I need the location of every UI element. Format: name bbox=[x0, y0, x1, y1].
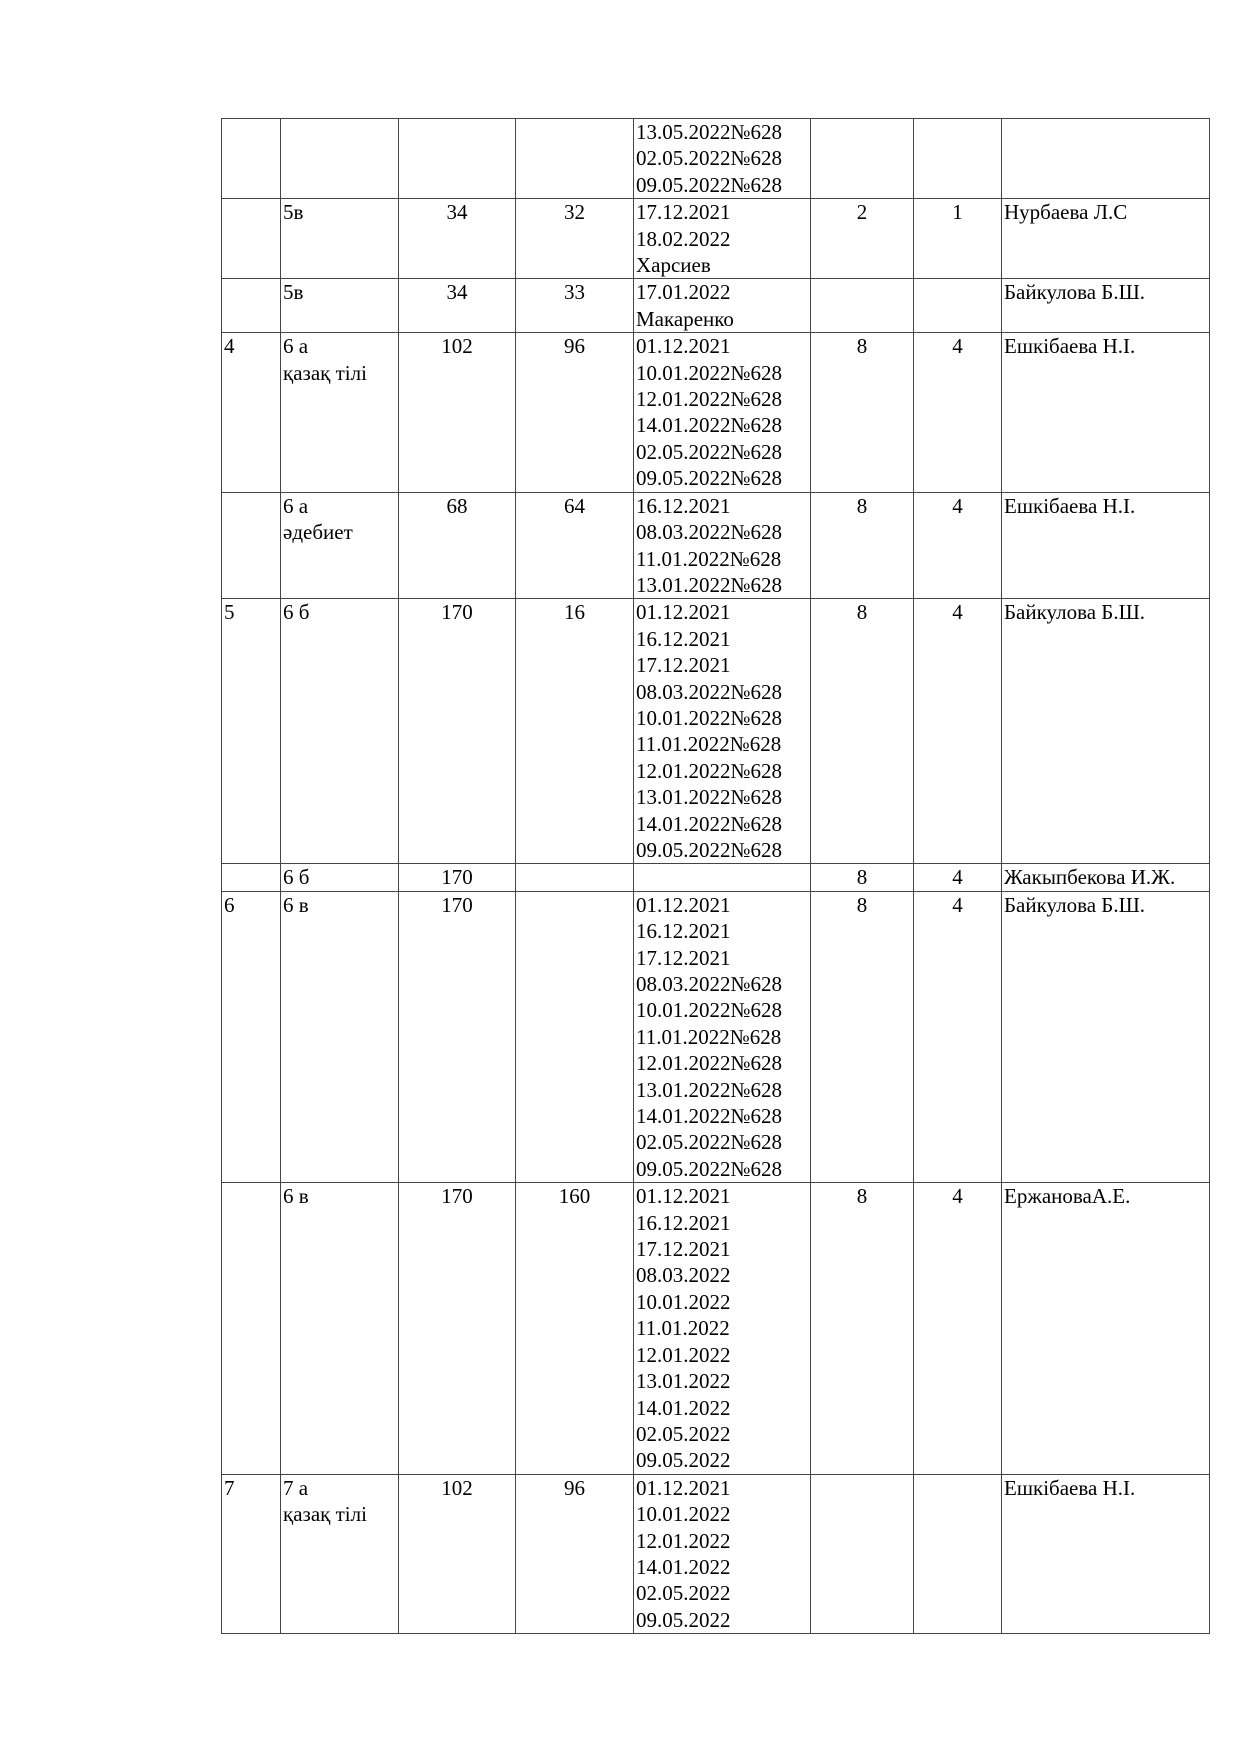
date-line: 01.12.2021 bbox=[636, 600, 731, 625]
date-line: 11.01.2022№628 bbox=[636, 732, 782, 757]
table-row bbox=[222, 1183, 1210, 1474]
date-line: 14.01.2022 bbox=[636, 1395, 731, 1420]
hours-cell: 102 bbox=[399, 1474, 516, 1633]
count-b-cell bbox=[914, 119, 1002, 199]
table-row bbox=[222, 199, 1210, 279]
class-line: 6 в bbox=[283, 892, 309, 917]
count-b-cell bbox=[914, 279, 1002, 333]
class-line: 7 а bbox=[283, 1475, 309, 1500]
given-cell: 160 bbox=[516, 1183, 634, 1474]
teacher-cell: Байкулова Б.Ш. bbox=[1002, 599, 1210, 864]
dates-cell bbox=[634, 1474, 811, 1633]
date-line: 14.01.2022№628 bbox=[636, 1104, 783, 1129]
date-line: 09.05.2022 bbox=[636, 1448, 731, 1473]
count-b-cell: 4 bbox=[914, 1183, 1002, 1474]
hours-cell: 170 bbox=[399, 599, 516, 864]
teacher-cell: Ешкібаева Н.І. bbox=[1002, 1474, 1210, 1633]
date-line: 09.05.2022№628 bbox=[636, 172, 783, 197]
table-row bbox=[222, 492, 1210, 599]
class-line: 6 а bbox=[283, 334, 309, 359]
date-line: 10.01.2022№628 bbox=[636, 360, 783, 385]
count-a-cell bbox=[811, 119, 914, 199]
date-line: 13.01.2022№628 bbox=[636, 572, 783, 597]
hours-cell: 170 bbox=[399, 1183, 516, 1474]
class-cell bbox=[281, 492, 399, 599]
date-line: 09.05.2022 bbox=[636, 1607, 731, 1632]
count-a-cell: 8 bbox=[811, 492, 914, 599]
count-a-cell bbox=[811, 279, 914, 333]
dates-cell bbox=[634, 333, 811, 492]
teacher-cell: Ешкібаева Н.І. bbox=[1002, 333, 1210, 492]
class-line: қазақ тілі bbox=[283, 1502, 367, 1527]
table-row bbox=[222, 864, 1210, 891]
row-number-cell: 4 bbox=[222, 333, 281, 492]
date-line: 08.03.2022№628 bbox=[636, 679, 783, 704]
given-cell: 96 bbox=[516, 1474, 634, 1633]
date-line: 10.01.2022 bbox=[636, 1289, 731, 1314]
row-number-cell: 6 bbox=[222, 891, 281, 1182]
row-number-cell: 7 bbox=[222, 1474, 281, 1633]
count-b-cell: 4 bbox=[914, 599, 1002, 864]
class-cell bbox=[281, 1474, 399, 1633]
hours-cell: 102 bbox=[399, 333, 516, 492]
date-line: 17.12.2021 bbox=[636, 945, 731, 970]
class-cell bbox=[281, 864, 399, 891]
count-a-cell: 8 bbox=[811, 891, 914, 1182]
date-line: 09.05.2022№628 bbox=[636, 837, 783, 862]
given-cell: 96 bbox=[516, 333, 634, 492]
given-cell: 32 bbox=[516, 199, 634, 279]
teacher-cell: Байкулова Б.Ш. bbox=[1002, 279, 1210, 333]
teacher-cell: Нурбаева Л.С bbox=[1002, 199, 1210, 279]
date-line: 17.12.2021 bbox=[636, 653, 731, 678]
date-line: 14.01.2022 bbox=[636, 1554, 731, 1579]
date-line: 09.05.2022№628 bbox=[636, 466, 783, 491]
row-number-cell bbox=[222, 492, 281, 599]
dates-cell bbox=[634, 864, 811, 891]
count-a-cell: 8 bbox=[811, 333, 914, 492]
class-line: 6 б bbox=[283, 600, 310, 625]
date-line: 01.12.2021 bbox=[636, 334, 731, 359]
date-line: 11.01.2022№628 bbox=[636, 1024, 782, 1049]
count-b-cell bbox=[914, 1474, 1002, 1633]
hours-cell: 170 bbox=[399, 891, 516, 1182]
count-a-cell bbox=[811, 1474, 914, 1633]
hours-cell: 170 bbox=[399, 864, 516, 891]
date-line: 10.01.2022№628 bbox=[636, 998, 783, 1023]
given-cell bbox=[516, 119, 634, 199]
date-line: 17.01.2022 bbox=[636, 280, 731, 305]
table-row bbox=[222, 1474, 1210, 1633]
date-line: 12.01.2022№628 bbox=[636, 758, 783, 783]
dates-cell bbox=[634, 1183, 811, 1474]
date-line: 13.01.2022№628 bbox=[636, 1077, 783, 1102]
class-cell bbox=[281, 279, 399, 333]
date-line: 10.01.2022 bbox=[636, 1502, 731, 1527]
date-line: 14.01.2022№628 bbox=[636, 413, 783, 438]
row-number-cell bbox=[222, 1183, 281, 1474]
dates-cell bbox=[634, 599, 811, 864]
date-line: 12.01.2022№628 bbox=[636, 387, 783, 412]
date-line: 02.05.2022№628 bbox=[636, 439, 783, 464]
given-cell: 64 bbox=[516, 492, 634, 599]
count-b-cell: 1 bbox=[914, 199, 1002, 279]
table-row bbox=[222, 599, 1210, 864]
given-cell bbox=[516, 891, 634, 1182]
date-line: 13.05.2022№628 bbox=[636, 120, 783, 144]
hours-cell bbox=[399, 119, 516, 199]
class-line: 6 б bbox=[283, 865, 310, 890]
date-line: 17.12.2021 bbox=[636, 1237, 731, 1262]
dates-cell bbox=[634, 891, 811, 1182]
date-line: 11.01.2022№628 bbox=[636, 546, 782, 571]
table-row bbox=[222, 891, 1210, 1182]
class-cell bbox=[281, 599, 399, 864]
date-line: 12.01.2022 bbox=[636, 1528, 731, 1553]
class-line: әдебиет bbox=[283, 520, 353, 545]
date-line: 11.01.2022 bbox=[636, 1316, 730, 1341]
date-line: Макаренко bbox=[636, 306, 734, 331]
count-b-cell: 4 bbox=[914, 492, 1002, 599]
date-line: 16.12.2021 bbox=[636, 1210, 731, 1235]
date-line: 08.03.2022 bbox=[636, 1263, 731, 1288]
row-number-cell: 5 bbox=[222, 599, 281, 864]
count-a-cell: 8 bbox=[811, 599, 914, 864]
table-row bbox=[222, 119, 1210, 199]
given-cell bbox=[516, 864, 634, 891]
table-row bbox=[222, 279, 1210, 333]
date-line: 13.01.2022 bbox=[636, 1369, 731, 1394]
date-line: 01.12.2021 bbox=[636, 1184, 731, 1209]
class-line: 6 в bbox=[283, 1184, 309, 1209]
given-cell: 16 bbox=[516, 599, 634, 864]
class-cell bbox=[281, 891, 399, 1182]
class-line: қазақ тілі bbox=[283, 360, 367, 385]
teacher-cell: Жакыпбекова И.Ж. bbox=[1002, 864, 1210, 891]
date-line: 09.05.2022№628 bbox=[636, 1156, 783, 1181]
dates-cell bbox=[634, 119, 811, 199]
date-line: 14.01.2022№628 bbox=[636, 811, 783, 836]
schedule-table bbox=[221, 118, 1210, 1634]
hours-cell: 34 bbox=[399, 199, 516, 279]
teacher-cell: Байкулова Б.Ш. bbox=[1002, 891, 1210, 1182]
count-a-cell: 8 bbox=[811, 1183, 914, 1474]
date-line: 13.01.2022№628 bbox=[636, 785, 783, 810]
dates-cell bbox=[634, 199, 811, 279]
table-body bbox=[222, 119, 1210, 1634]
row-number-cell bbox=[222, 279, 281, 333]
table-row bbox=[222, 333, 1210, 492]
class-line: 5в bbox=[283, 200, 304, 225]
date-line: 08.03.2022№628 bbox=[636, 972, 783, 996]
date-line: 02.05.2022 bbox=[636, 1581, 731, 1606]
date-line: 18.02.2022 bbox=[636, 226, 731, 251]
date-line: 01.12.2021 bbox=[636, 1475, 731, 1500]
row-number-cell bbox=[222, 864, 281, 891]
class-cell bbox=[281, 119, 399, 199]
date-line: 08.03.2022№628 bbox=[636, 520, 783, 545]
date-line: 12.01.2022№628 bbox=[636, 1051, 783, 1076]
date-line: Харсиев bbox=[636, 253, 711, 278]
date-line: 02.05.2022№628 bbox=[636, 1130, 783, 1155]
count-a-cell: 8 bbox=[811, 864, 914, 891]
row-number-cell bbox=[222, 199, 281, 279]
date-line: 16.12.2021 bbox=[636, 626, 731, 651]
teacher-cell: ЕржановаА.Е. bbox=[1002, 1183, 1210, 1474]
date-line: 02.05.2022 bbox=[636, 1421, 731, 1446]
date-line: 02.05.2022№628 bbox=[636, 146, 783, 171]
date-line: 16.12.2021 bbox=[636, 493, 731, 518]
class-cell bbox=[281, 1183, 399, 1474]
date-line: 10.01.2022№628 bbox=[636, 705, 783, 730]
hours-cell: 68 bbox=[399, 492, 516, 599]
count-b-cell: 4 bbox=[914, 864, 1002, 891]
count-b-cell: 4 bbox=[914, 333, 1002, 492]
date-line: 12.01.2022 bbox=[636, 1342, 731, 1367]
date-line: 17.12.2021 bbox=[636, 200, 731, 225]
count-b-cell: 4 bbox=[914, 891, 1002, 1182]
dates-cell bbox=[634, 492, 811, 599]
class-cell bbox=[281, 333, 399, 492]
teacher-cell: Ешкібаева Н.І. bbox=[1002, 492, 1210, 599]
dates-cell bbox=[634, 279, 811, 333]
class-line: 5в bbox=[283, 280, 304, 305]
class-line: 6 а bbox=[283, 493, 309, 518]
teacher-cell bbox=[1002, 119, 1210, 199]
row-number-cell bbox=[222, 119, 281, 199]
date-line: 16.12.2021 bbox=[636, 919, 731, 944]
hours-cell: 34 bbox=[399, 279, 516, 333]
date-line: 01.12.2021 bbox=[636, 892, 731, 917]
given-cell: 33 bbox=[516, 279, 634, 333]
class-cell bbox=[281, 199, 399, 279]
count-a-cell: 2 bbox=[811, 199, 914, 279]
